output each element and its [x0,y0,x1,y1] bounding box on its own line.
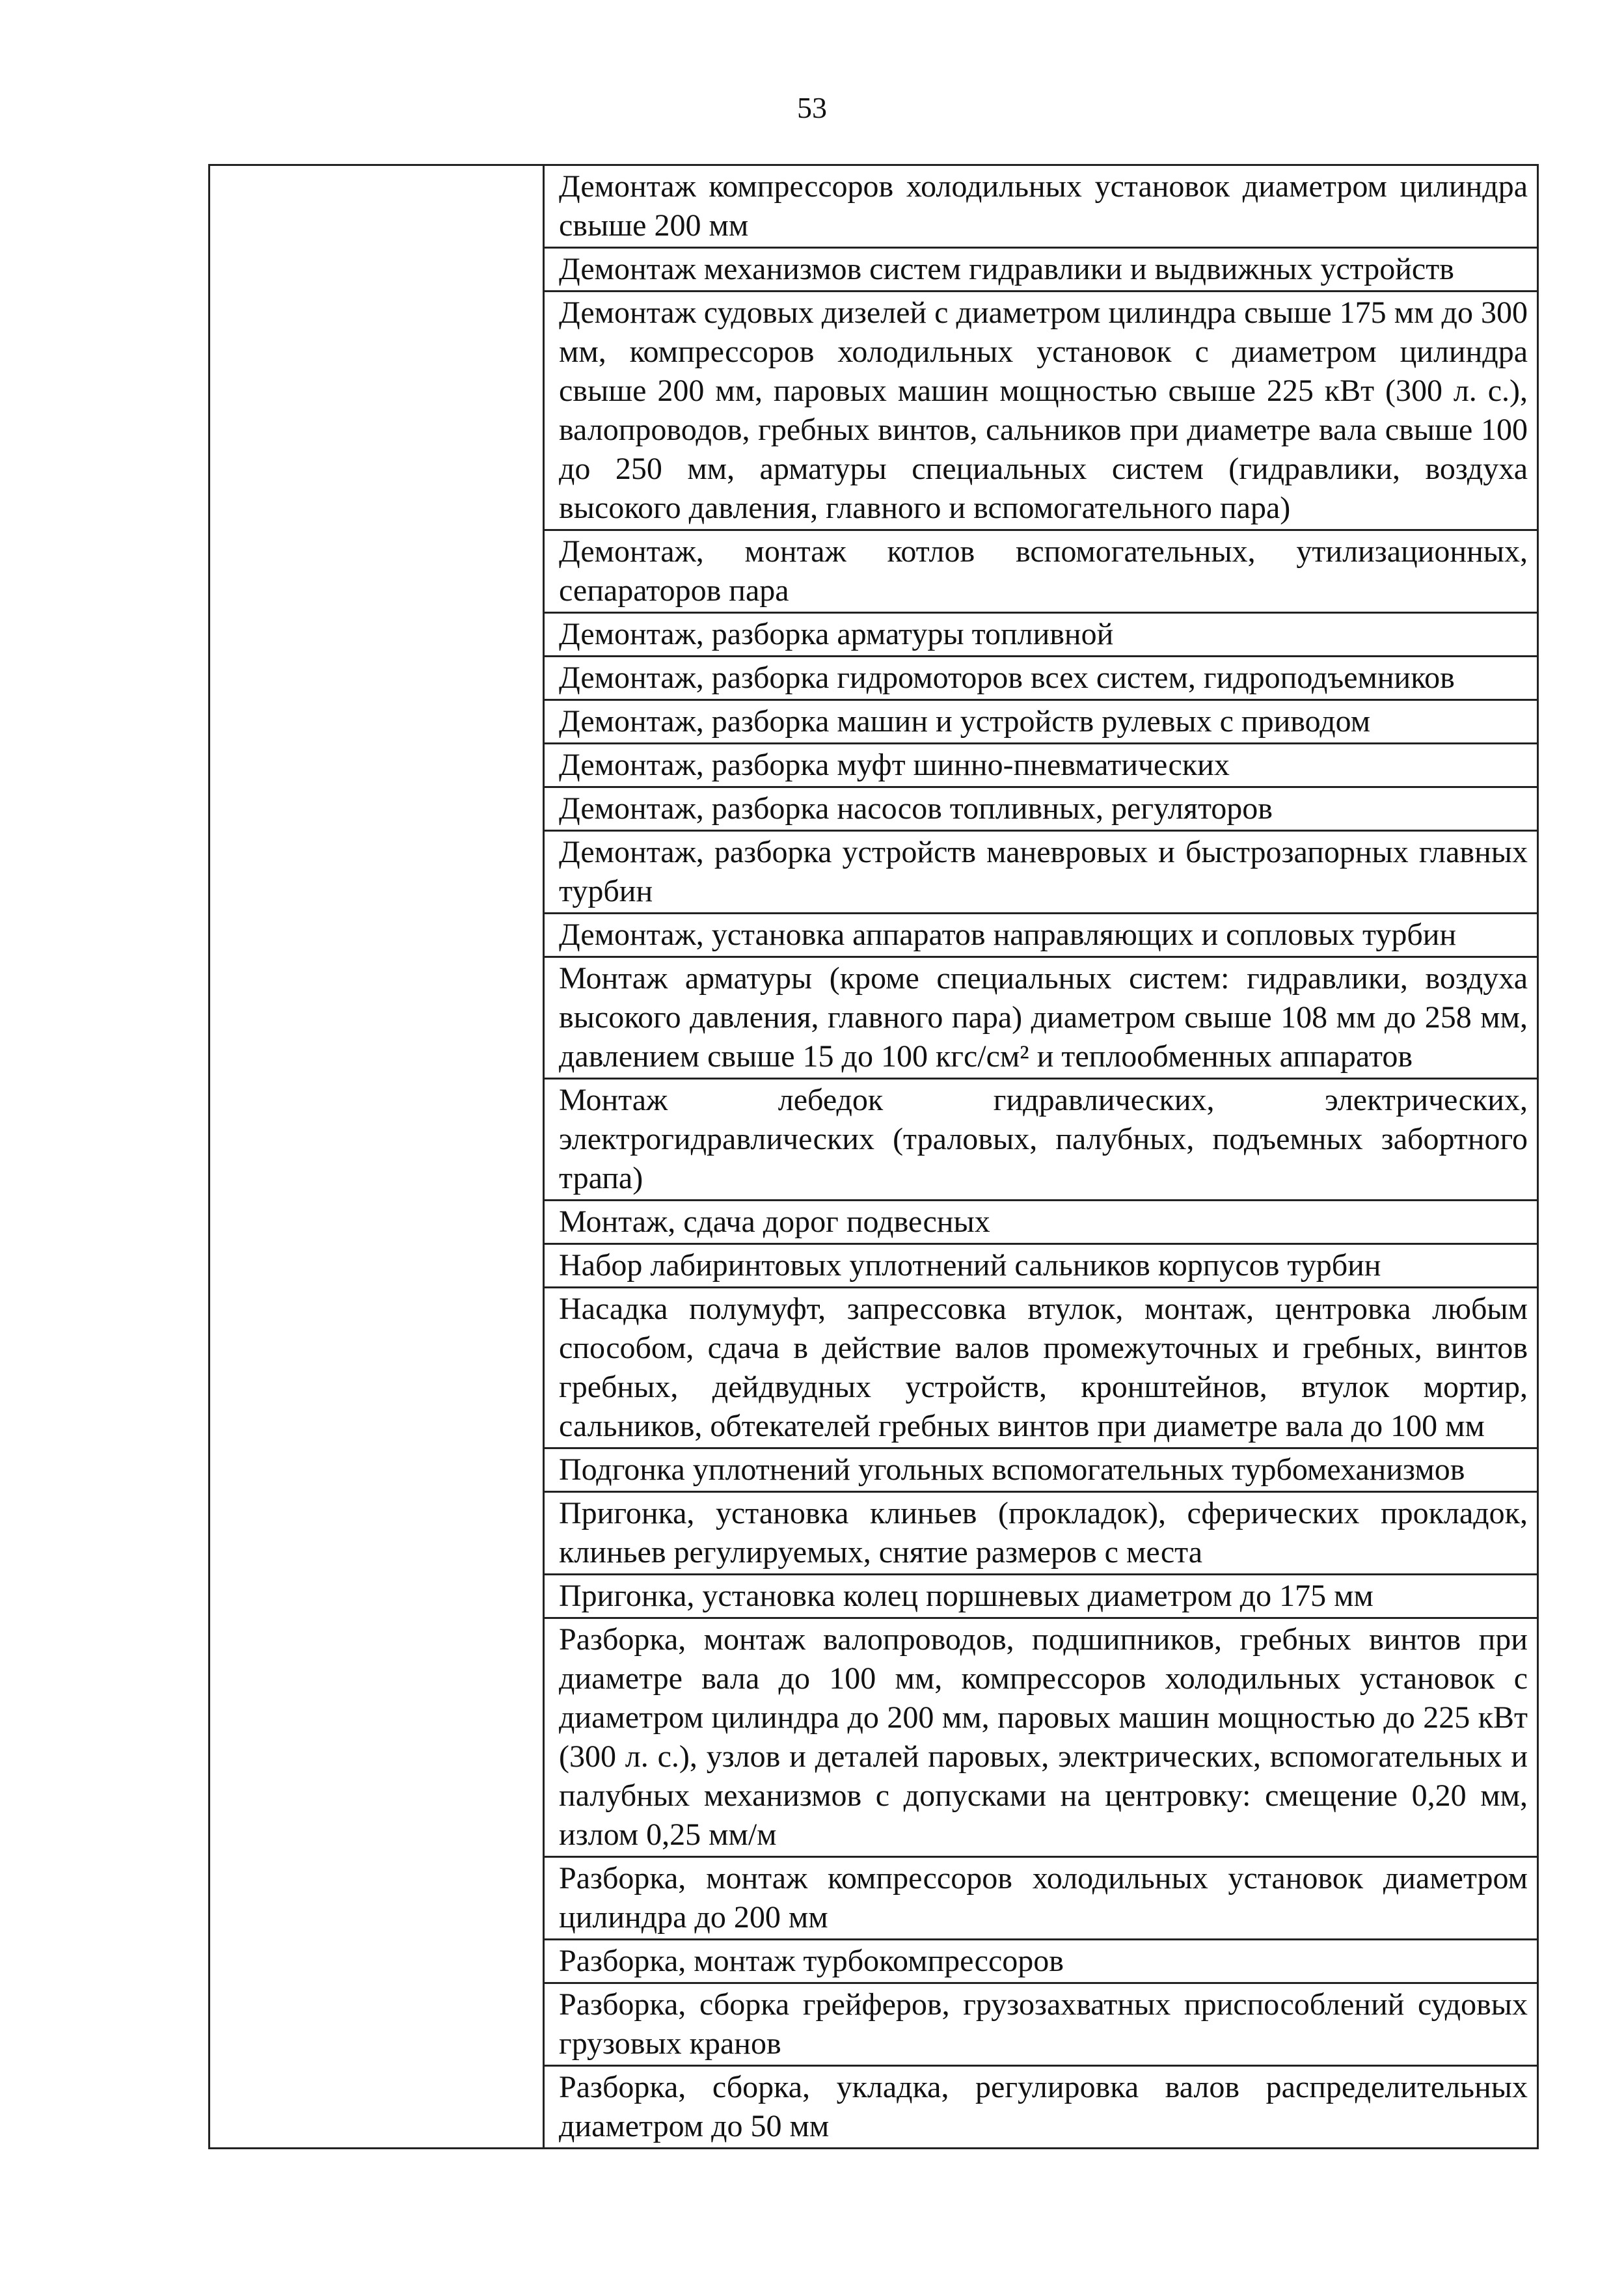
work-item: Набор лабиринтовых уплотнений сальников корпусов турбин [544,1244,1538,1288]
work-item: Демонтаж, монтаж котлов вспомогательных, утилизационных, сепараторов пара [544,530,1538,613]
work-item: Демонтаж судовых дизелей с диаметром цилиндра свыше 175 мм до 300 мм, компрессоров холодильных установок с диаметром цилиндра свыше 200 мм, паровых машин мощностью свыше 225 кВт (300 л. с.), валопроводов, гребных винтов, сальников при диаметре вала свыше 100 до 250 мм, арматуры специальных систем (гидравлики, воздуха высокого давления, главного и вспомогательного пара) [544,292,1538,530]
work-item: Разборка, сборка, укладка, регулировка валов распределительных диаметром до 50 мм [544,2066,1538,2149]
work-item: Монтаж арматуры (кроме специальных систем: гидравлики, воздуха высокого давления, главного пара) диаметром свыше 108 мм до 258 мм, давлением свыше 15 до 100 кгс/см² и теплообменных аппаратов [544,957,1538,1079]
work-item: Демонтаж, разборка насосов топливных, регуляторов [544,787,1538,831]
work-item: Подгонка уплотнений угольных вспомогательных турбомеханизмов [544,1448,1538,1492]
work-item: Демонтаж, разборка машин и устройств рулевых с приводом [544,700,1538,744]
works-table [208,164,1539,2149]
table-row [210,165,1538,248]
work-item: Демонтаж, разборка гидромоторов всех систем, гидроподъемников [544,657,1538,700]
work-item: Разборка, монтаж компрессоров холодильных установок диаметром цилиндра до 200 мм [544,1857,1538,1940]
work-item: Монтаж лебедок гидравлических, электрических, электрогидравлических (траловых, палубных, подъемных забортного трапа) [544,1079,1538,1201]
profession-cell [210,165,544,2149]
work-item: Пригонка, установка клиньев (прокладок), сферических прокладок, клиньев регулируемых, снятие размеров с места [544,1492,1538,1575]
work-item: Демонтаж, разборка устройств маневровых и быстрозапорных главных турбин [544,831,1538,914]
work-item: Пригонка, установка колец поршневых диаметром до 175 мм [544,1575,1538,1618]
work-item: Демонтаж, разборка муфт шинно-пневматических [544,744,1538,787]
work-item: Демонтаж, разборка арматуры топливной [544,613,1538,657]
work-item: Разборка, сборка грейферов, грузозахватных приспособлений судовых грузовых кранов [544,1983,1538,2066]
work-item: Монтаж, сдача дорог подвесных [544,1201,1538,1244]
works-table-body [210,165,1538,2149]
work-item: Демонтаж компрессоров холодильных установок диаметром цилиндра свыше 200 мм [544,165,1538,248]
work-item: Разборка, монтаж валопроводов, подшипников, гребных винтов при диаметре вала до 100 мм, компрессоров холодильных установок с диаметром цилиндра до 200 мм, паровых машин мощностью до 225 кВт (300 л. с.), узлов и деталей паровых, электрических, вспомогательных и палубных механизмов с допусками на центровку: смещение 0,20 мм, излом 0,25 мм/м [544,1618,1538,1857]
work-item: Насадка полумуфт, запрессовка втулок, монтаж, центровка любым способом, сдача в действие валов промежуточных и гребных, винтов гребных, дейдвудных устройств, кронштейнов, втулок мортир, сальников, обтекателей гребных винтов при диаметре вала до 100 мм [544,1288,1538,1448]
page-number: 53 [797,91,827,124]
work-item: Демонтаж механизмов систем гидравлики и выдвижных устройств [544,248,1538,292]
work-item: Разборка, монтаж турбокомпрессоров [544,1940,1538,1983]
work-item: Демонтаж, установка аппаратов направляющих и сопловых турбин [544,914,1538,957]
